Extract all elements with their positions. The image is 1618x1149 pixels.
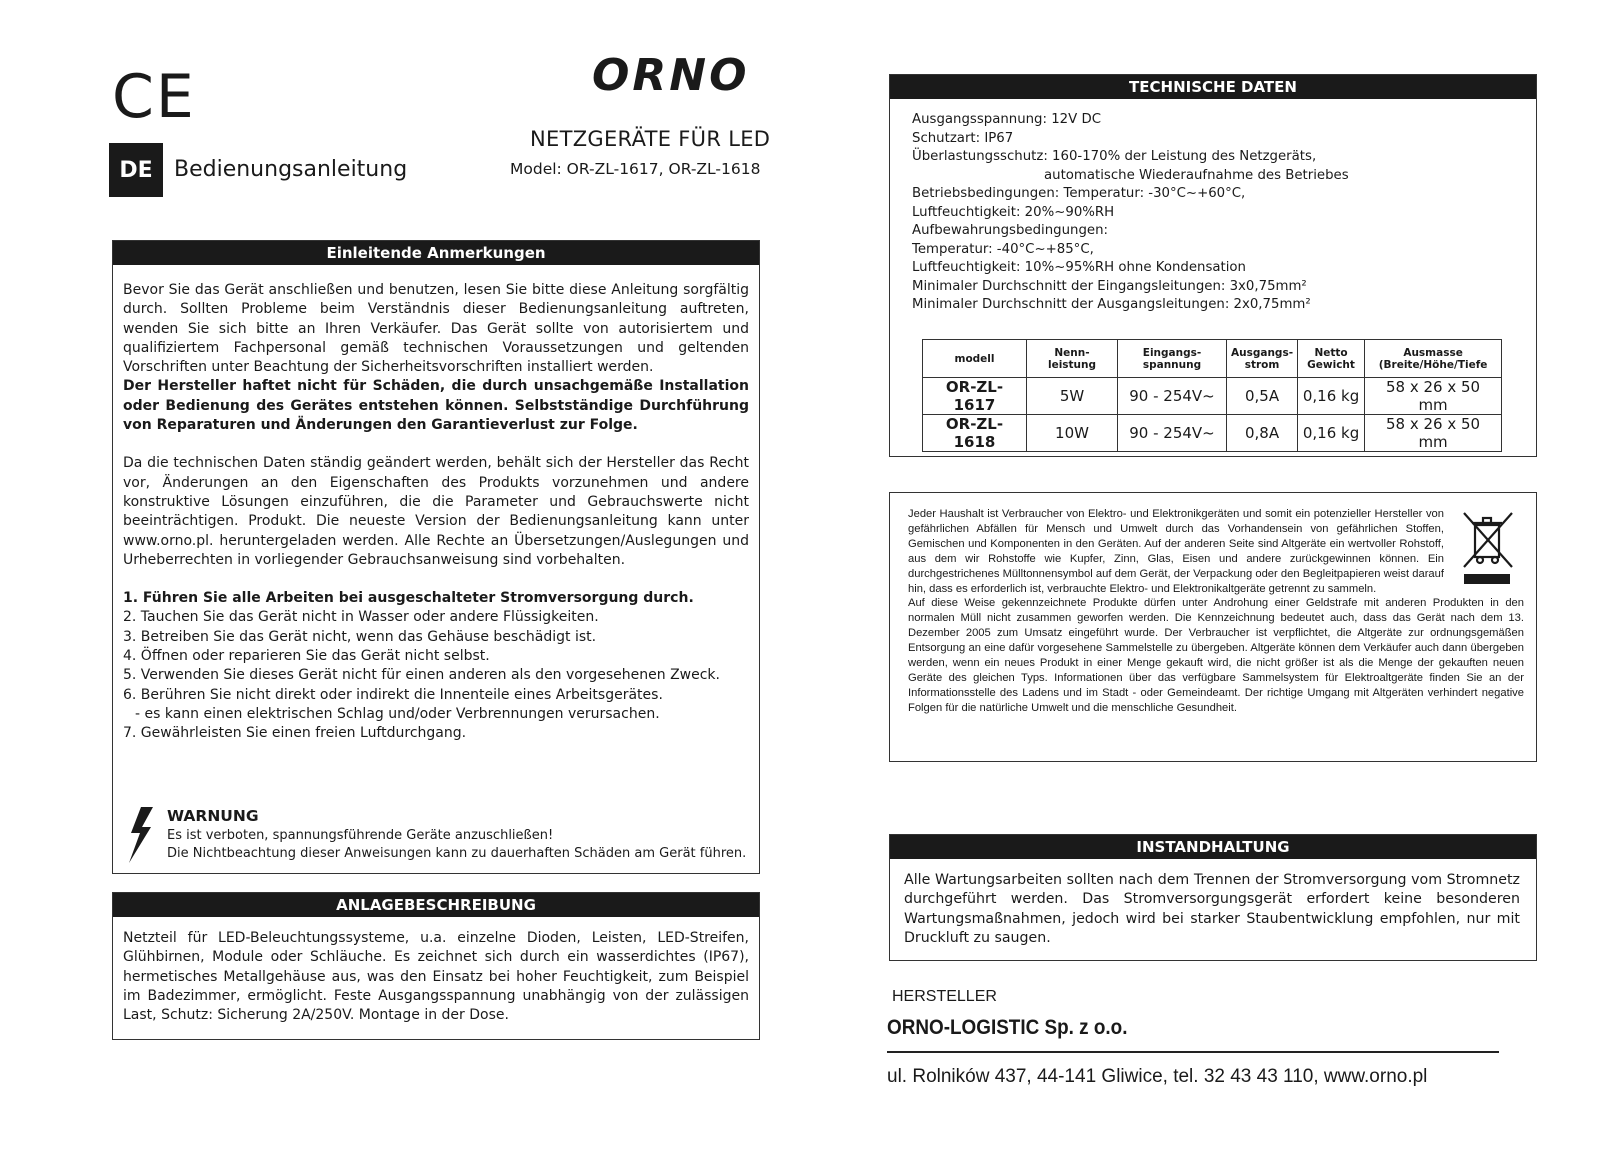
spec-line: Minimaler Durchschnitt der Eingangsleitungen: 3x0,75mm² <box>912 278 1307 294</box>
safety-rule: 3. Betreiben Sie das Gerät nicht, wenn das Gehäuse beschädigt ist. <box>123 628 597 645</box>
table-header: Ausgangs- strom <box>1227 340 1298 378</box>
manufacturer-label: HERSTELLER <box>892 988 997 1005</box>
tech-section <box>889 74 1537 457</box>
spec-table <box>922 339 1502 452</box>
table-header: modell <box>923 340 1027 378</box>
document-type: Bedienungsanleitung <box>174 157 408 182</box>
weee-paragraph-1: Jeder Haushalt ist Verbraucher von Elektro- und Elektronikgeräten und somit ein potenzieller Hersteller von gefährlichen Abfällen für Mensch und Umwelt durch das Vorhandensein von gefährlichen Stoffen, Gemischen und Komponenten in den Geräten. Auf der anderen Seite sind Altgeräte ein wertvoller Rohstoff, aus dem wir Rohstoffe wie Kupfer, Zinn, Glas, Eisen und andere zurückgewinnen können. Ein durchgestrichenes Mülltonnensymbol auf dem Gerät, der Verpackung oder den Begleitpapieren weist darauf hin, dass es erforderlich ist, verbrauchte Elektro- und Elektronikaltgeräte getrennt zu sammeln. <box>908 508 1444 595</box>
table-cell: 0,5A <box>1227 378 1298 415</box>
safety-rule: 1. Führen Sie alle Arbeiten bei ausgeschalteter Stromversorgung durch. <box>123 590 694 607</box>
lightning-icon <box>127 807 157 863</box>
spec-line: Luftfeuchtigkeit: 20%~90%RH <box>912 204 1115 220</box>
table-cell: 0,16 kg <box>1298 415 1365 452</box>
table-cell: 58 x 26 x 50 mm <box>1365 378 1502 415</box>
warning-line: Es ist verboten, spannungsführende Geräte anzuschließen! <box>167 828 554 843</box>
table-row <box>923 378 1502 415</box>
spec-line: Minimaler Durchschnitt der Ausgangsleitungen: 2x0,75mm² <box>912 297 1311 312</box>
intro-liability-note: Der Hersteller haftet nicht für Schäden, die durch unsachgemäße Installation oder Bedienung des Gerätes entstehen können. Selbstständige Durchführung von Reparaturen und Änderungen den Garantieverlust zur Folge. <box>123 378 749 434</box>
crossed-bin-icon <box>1462 511 1514 587</box>
intro-paragraph-1: Bevor Sie das Gerät anschließen und benutzen, lesen Sie bitte diese Anleitung sorgfältig durch. Sollten Probleme beim Verständnis dieser Bedienungsanleitung auftreten, wenden Sie sich bitte an Ihren Verkäufer. Das Gerät sollte von autorisiertem und qualifiziertem Fachpersonal gemäß technischen Voraussetzungen und geltenden Vorschriften unter Beachtung der Sicherheitsvorschriften installiert werden. <box>123 282 749 376</box>
safety-rule: 2. Tauchen Sie das Gerät nicht in Wasser oder andere Flüssigkeiten. <box>123 609 599 626</box>
table-header: Ausmasse (Breite/Höhe/Tiefe <box>1365 340 1502 378</box>
warning-line: Die Nichtbeachtung dieser Anweisungen kann zu dauerhaften Schäden am Gerät führen. <box>167 846 747 861</box>
table-cell: OR-ZL-1618 <box>923 415 1027 452</box>
brand-logo: ORNO <box>592 50 750 101</box>
description-heading: ANLAGEBESCHREIBUNG <box>113 893 759 917</box>
table-header: Nenn- leistung <box>1027 340 1118 378</box>
spec-line: Überlastungsschutz: 160-170% der Leistung des Netzgeräts, <box>912 149 1317 164</box>
table-cell: 58 x 26 x 50 mm <box>1365 415 1502 452</box>
warning-block <box>127 807 746 863</box>
table-cell: 90 - 254V~ <box>1118 378 1227 415</box>
page-title: NETZGERÄTE FÜR LED <box>530 127 771 151</box>
intro-heading: Einleitende Anmerkungen <box>113 241 759 265</box>
table-cell: 5W <box>1027 378 1118 415</box>
language-badge: DE <box>109 143 163 197</box>
safety-rule: 6. Berühren Sie nicht direkt oder indirekt die Innenteile eines Arbeitsgerätes. <box>123 686 663 703</box>
safety-rule: 7. Gewährleisten Sie einen freien Luftdurchgang. <box>123 725 467 742</box>
table-cell: OR-ZL-1617 <box>923 378 1027 415</box>
manufacturer-name: ORNO-LOGISTIC Sp. z o.o. <box>887 1016 1128 1039</box>
spec-line: Schutzart: IP67 <box>912 130 1014 146</box>
spec-line: Luftfeuchtigkeit: 10%~95%RH ohne Kondensation <box>912 260 1246 275</box>
table-header-row <box>923 340 1502 378</box>
spec-line: Aufbewahrungsbedingungen: <box>912 223 1108 238</box>
spec-line: Temperatur: -40°C~+85°C, <box>912 241 1094 257</box>
table-cell: 0,8A <box>1227 415 1298 452</box>
table-header: Eingangs- spannung <box>1118 340 1227 378</box>
intro-section <box>112 240 760 874</box>
table-cell: 0,16 kg <box>1298 378 1365 415</box>
spec-line: Betriebsbedingungen: Temperatur: -30°C~+60°C, <box>912 186 1246 201</box>
safety-rule: - es kann einen elektrischen Schlag und/oder Verbrennungen verursachen. <box>135 705 660 722</box>
divider <box>887 1051 1499 1053</box>
weee-paragraph-2: Auf diese Weise gekennzeichnete Produkte dürfen unter Androhung einer Geldstrafe mit anderen Produkten in den normalen Müll nicht zusammen geworfen werden. Die Kennzeichnung bedeutet auch, dass das Gerät nach dem 13. Dezember 2005 zum Umsatz eingeführt wurde. Der Verbraucher ist verpflichtet, die Altgeräte zur ordnungsgemäßen Entsorgung an eine dafür vorgesehene Sammelstelle zu übergeben. Altgeräte können dem Verkäufer auch dann übergeben werden, wenn ein neues Produkt in einer Menge gekauft wird, die nicht größer ist als die Menge der gekauften neuen Geräte des gleichen Typs. Informationen über das verfügbare Sammelsystem für Elektroaltgeräte finden Sie an der Informationsstelle des Ladens und im Stadt - oder Gemeindeamt. Der richtige Umgang mit Altgeräten verhindert negative Folgen für die natürliche Umwelt und die menschliche Gesundheit. <box>908 597 1524 714</box>
ce-mark: CE <box>112 62 196 132</box>
model-line: Model: OR-ZL-1617, OR-ZL-1618 <box>510 160 761 178</box>
table-cell: 10W <box>1027 415 1118 452</box>
tech-heading: TECHNISCHE DATEN <box>890 75 1536 99</box>
description-text: Netzteil für LED-Beleuchtungssysteme, u.a. einzelne Dioden, Leisten, LED-Streifen, Glühbirnen, Module oder Schläuche. Es zeichnet sich durch ein wasserdichtes (IP67), hermetisches Metallgehäuse aus, was den Einsatz bei hoher Feuchtigkeit, zum Beispiel im Badezimmer, ermöglicht. Feste Ausgangsspannung unabhängig von der zulässigen Last, Schutz: Sicherung 2A/250V. Montage in der Dose. <box>123 930 749 1024</box>
safety-rule: 4. Öffnen oder reparieren Sie das Gerät nicht selbst. <box>123 648 490 665</box>
weee-section <box>889 492 1537 762</box>
safety-rule: 5. Verwenden Sie dieses Gerät nicht für einen anderen als den vorgesehenen Zweck. <box>123 667 720 684</box>
description-section <box>112 892 760 1040</box>
maintenance-heading: INSTANDHALTUNG <box>890 835 1536 859</box>
table-row <box>923 415 1502 452</box>
warning-title: WARNUNG <box>167 807 259 825</box>
intro-paragraph-2: Da die technischen Daten ständig geändert werden, behält sich der Hersteller das Recht vor, Änderungen an den Eigenschaften des Produkts vorzunehmen und andere konstruktive Lösungen einzuführen, die die Parameter und Gebrauchswerte nicht beeinträchtigen. Produkt. Die neueste Version der Bedienungsanleitung kann unter www.orno.pl. heruntergeladen werden. Alle Rechte an Übersetzungen/Auslegungen und Urheberrechten in vorliegender Gebrauchsanweisung sind vorbehalten. <box>123 455 749 568</box>
spec-line: automatische Wiederaufnahme des Betriebes <box>1044 167 1349 183</box>
manufacturer-address: ul. Rolników 437, 44-141 Gliwice, tel. 32 43 43 110, www.orno.pl <box>887 1066 1428 1087</box>
maintenance-text: Alle Wartungsarbeiten sollten nach dem Trennen der Stromversorgung vom Stromnetz durchgeführt werden. Das Stromversorgungsgerät erfordert keine besonderen Wartungsmaßnahmen, jedoch wird bei starker Staubentwicklung empfohlen, nur mit Druckluft zu saugen. <box>904 872 1520 946</box>
spec-line: Ausgangsspannung: 12V DC <box>912 112 1101 127</box>
table-cell: 90 - 254V~ <box>1118 415 1227 452</box>
table-header: Netto Gewicht <box>1298 340 1365 378</box>
maintenance-section <box>889 834 1537 961</box>
